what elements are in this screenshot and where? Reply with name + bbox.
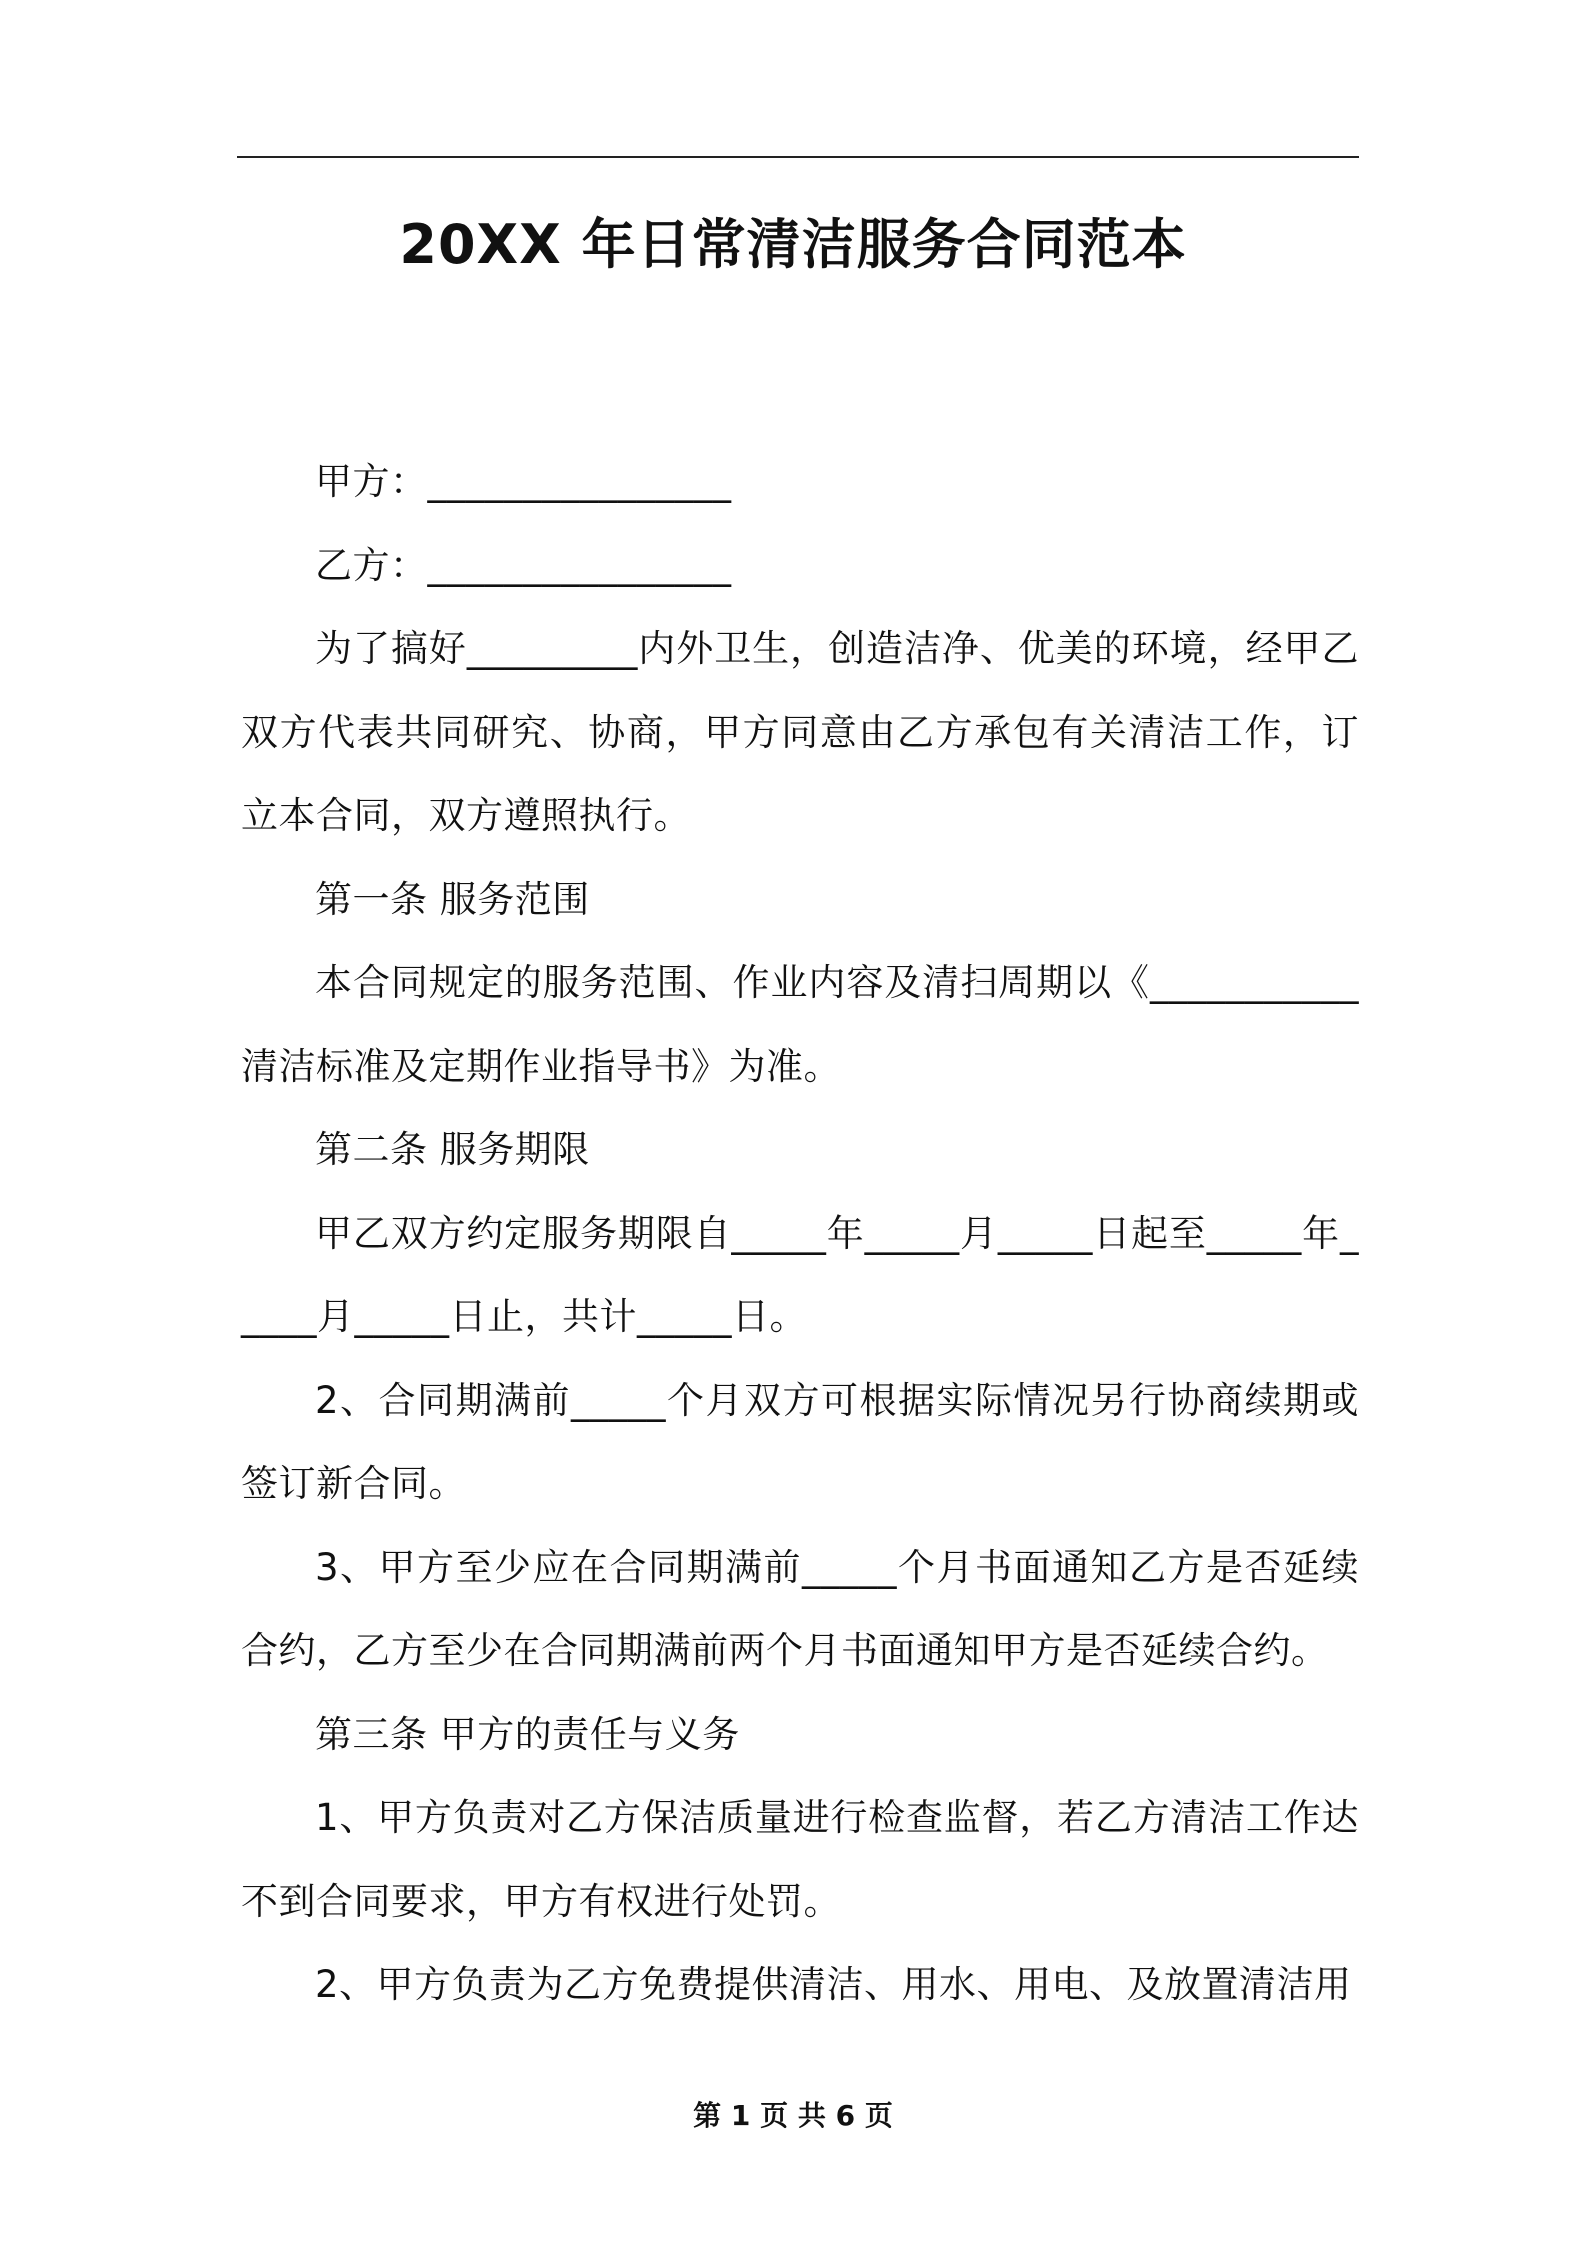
article-3-paragraph-1: 1、甲方负责对乙方保洁质量进行检查监督，若乙方清洁工作达不到合同要求，甲方有权进行处罚。 — [241, 1796, 1359, 1923]
preamble-paragraph: 为了搞好_________内外卫生，创造洁净、优美的环境，经甲乙双方代表共同研究、协商，甲方同意由乙方承包有关清洁工作，订立本合同，双方遵照执行。 — [241, 627, 1359, 837]
article-2-paragraph-3: 3、甲方至少应在合同期满前_____个月书面通知乙方是否延续合约，乙方至少在合同期满前两个月书面通知甲方是否延续合约。 — [241, 1545, 1359, 1672]
article-2-paragraph-1: 甲乙双方约定服务期限自_____年_____月_____日起至_____年_____月_____日止，共计_____日。 — [241, 1211, 1359, 1338]
page-footer: 第 1 页 共 6 页 — [693, 2099, 893, 2132]
document-body — [241, 440, 1359, 2027]
article-2-paragraph-2: 2、合同期满前_____个月双方可根据实际情况另行协商续期或签订新合同。 — [241, 1378, 1359, 1505]
article-2-heading: 第二条 服务期限 — [315, 1128, 590, 1171]
party-b-line: 乙方：________________ — [315, 543, 732, 587]
article-1-heading: 第一条 服务范围 — [315, 877, 590, 921]
party-a-line: 甲方：________________ — [315, 460, 732, 503]
article-1-paragraph: 本合同规定的服务范围、作业内容及清扫周期以《___________清洁标准及定期作业指导书》为准。 — [241, 961, 1359, 1088]
article-3-heading: 第三条 甲方的责任与义务 — [315, 1712, 740, 1756]
document-title: 20XX 年日常清洁服务合同范本 — [399, 213, 1187, 276]
article-3-paragraph-2: 2、甲方负责为乙方免费提供清洁、用水、用电、及放置清洁用 — [315, 1963, 1352, 2006]
header-rule — [237, 156, 1359, 158]
